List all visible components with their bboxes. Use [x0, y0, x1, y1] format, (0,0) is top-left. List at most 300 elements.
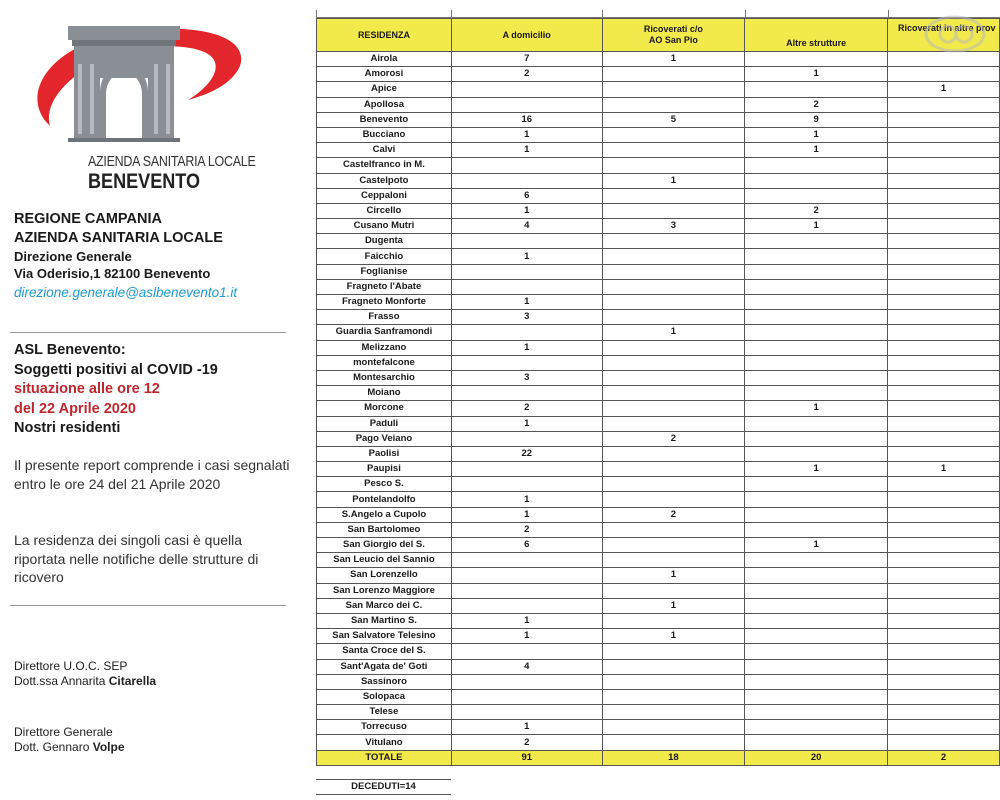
table-row [317, 310, 1000, 325]
cell-altre-strutture: 1 [745, 67, 888, 82]
cell-altre-prov [887, 538, 999, 553]
cell-san-pio [602, 295, 745, 310]
cell-altre-strutture [745, 613, 888, 628]
cell-domicilio [451, 477, 602, 492]
cell-domicilio: 1 [451, 127, 602, 142]
cell-residenza: Fragneto Monforte [317, 295, 452, 310]
cell-domicilio: 2 [451, 522, 602, 537]
cell-san-pio: 1 [602, 568, 745, 583]
cell-san-pio [602, 538, 745, 553]
cell-altre-strutture [745, 431, 888, 446]
cell-altre-prov [887, 203, 999, 218]
cell-residenza: Santa Croce del S. [317, 644, 452, 659]
cell-altre-strutture [745, 477, 888, 492]
cell-domicilio: 1 [451, 295, 602, 310]
email-link[interactable]: direzione.generale@aslbenevento1.it [14, 285, 238, 300]
cell-residenza: San Marco dei C. [317, 598, 452, 613]
cell-san-pio: 2 [602, 431, 745, 446]
cell-altre-prov [887, 158, 999, 173]
cell-domicilio: 1 [451, 340, 602, 355]
table-row [317, 325, 1000, 340]
cell-altre-strutture: 2 [745, 203, 888, 218]
cell-altre-prov [887, 112, 999, 127]
department-name: Direzione Generale [14, 249, 132, 264]
cell-altre-prov [887, 613, 999, 628]
table-row [317, 52, 1000, 67]
cell-altre-strutture [745, 568, 888, 583]
cell-san-pio: 1 [602, 173, 745, 188]
cell-san-pio [602, 492, 745, 507]
cell-domicilio: 1 [451, 416, 602, 431]
signature-dg-role: Direttore Generale [14, 725, 113, 739]
cell-domicilio: 1 [451, 629, 602, 644]
cell-altre-prov [887, 127, 999, 142]
table-row [317, 355, 1000, 370]
cell-residenza: San Leucio del Sannio [317, 553, 452, 568]
cell-residenza: Sant'Agata de' Goti [317, 659, 452, 674]
cell-altre-strutture [745, 370, 888, 385]
cell-residenza: Ceppaloni [317, 188, 452, 203]
cell-residenza: Castelfranco in M. [317, 158, 452, 173]
cell-domicilio: 6 [451, 188, 602, 203]
cell-altre-strutture: 1 [745, 462, 888, 477]
arch-logo-graphic [18, 14, 268, 154]
cell-san-pio: 3 [602, 219, 745, 234]
cell-san-pio [602, 355, 745, 370]
cell-residenza: Solopaca [317, 689, 452, 704]
cell-altre-strutture: 9 [745, 112, 888, 127]
cell-altre-prov [887, 188, 999, 203]
table-row [317, 689, 1000, 704]
cell-altre-prov [887, 401, 999, 416]
cell-san-pio: 1 [602, 325, 745, 340]
table-total-row [317, 750, 1000, 765]
cell-residenza: San Lorenzo Maggiore [317, 583, 452, 598]
note-coverage: Il presente report comprende i casi segnalati entro le ore 24 del 21 Aprile 2020 [14, 457, 290, 492]
table-row [317, 446, 1000, 461]
table-row [317, 219, 1000, 234]
cell-san-pio: 5 [602, 112, 745, 127]
cell-san-pio [602, 249, 745, 264]
cell-domicilio [451, 705, 602, 720]
table-row [317, 583, 1000, 598]
cell-altre-prov [887, 97, 999, 112]
cell-residenza: Apice [317, 82, 452, 97]
signature-sep [14, 659, 156, 689]
cell-residenza: Frasso [317, 310, 452, 325]
cell-altre-prov [887, 295, 999, 310]
cell-san-pio [602, 401, 745, 416]
cell-altre-prov [887, 340, 999, 355]
cell-san-pio [602, 370, 745, 385]
cell-san-pio [602, 477, 745, 492]
cell-altre-strutture: 1 [745, 127, 888, 142]
table-row [317, 67, 1000, 82]
cell-altre-strutture [745, 158, 888, 173]
cell-altre-strutture [745, 629, 888, 644]
cell-residenza: Castelpoto [317, 173, 452, 188]
cell-altre-prov [887, 370, 999, 385]
cell-domicilio: 1 [451, 249, 602, 264]
table-row [317, 127, 1000, 142]
table-row [317, 295, 1000, 310]
cell-san-pio [602, 310, 745, 325]
cell-altre-strutture [745, 173, 888, 188]
table-row [317, 279, 1000, 294]
cell-residenza: Montesarchio [317, 370, 452, 385]
table-row [317, 264, 1000, 279]
cell-altre-prov [887, 553, 999, 568]
cell-altre-strutture [745, 446, 888, 461]
cell-altre-prov [887, 720, 999, 735]
cell-domicilio [451, 583, 602, 598]
cell-altre-prov [887, 143, 999, 158]
cell-san-pio [602, 143, 745, 158]
cell-san-pio [602, 644, 745, 659]
cell-altre-prov [887, 583, 999, 598]
deceduti-count: DECEDUTI=14 [316, 779, 451, 795]
cell-residenza: Moiano [317, 386, 452, 401]
cell-altre-strutture [745, 522, 888, 537]
cell-san-pio [602, 386, 745, 401]
cell-domicilio: 2 [451, 67, 602, 82]
cell-altre-strutture [745, 674, 888, 689]
address: Via Oderisio,1 82100 Benevento [14, 266, 211, 281]
cell-residenza: Benevento [317, 112, 452, 127]
table-row [317, 705, 1000, 720]
cell-san-pio [602, 553, 745, 568]
table-row [317, 112, 1000, 127]
cell-domicilio: 4 [451, 659, 602, 674]
cell-san-pio [602, 82, 745, 97]
table-row [317, 97, 1000, 112]
cell-san-pio [602, 234, 745, 249]
cell-domicilio [451, 158, 602, 173]
total-label: TOTALE [317, 750, 452, 765]
cell-domicilio: 3 [451, 370, 602, 385]
cell-san-pio [602, 689, 745, 704]
region-name: REGIONE CAMPANIA [14, 211, 162, 227]
cell-altre-strutture [745, 295, 888, 310]
table-row [317, 613, 1000, 628]
cell-residenza: Foglianise [317, 264, 452, 279]
report-line-subject: Soggetti positivi al COVID -19 [14, 361, 218, 378]
cell-residenza: Paolisi [317, 446, 452, 461]
table-row [317, 644, 1000, 659]
cell-residenza: Amorosi [317, 67, 452, 82]
cell-domicilio [451, 279, 602, 294]
cell-domicilio [451, 264, 602, 279]
cell-altre-strutture [745, 735, 888, 750]
cell-domicilio [451, 644, 602, 659]
cell-altre-prov [887, 249, 999, 264]
cell-domicilio [451, 97, 602, 112]
cell-altre-prov [887, 67, 999, 82]
cell-residenza: San Martino S. [317, 613, 452, 628]
cell-san-pio [602, 613, 745, 628]
cell-altre-prov [887, 644, 999, 659]
cell-residenza: Telese [317, 705, 452, 720]
table-row [317, 720, 1000, 735]
cell-residenza: San Salvatore Telesino [317, 629, 452, 644]
cell-altre-strutture [745, 598, 888, 613]
cell-residenza: Paupisi [317, 462, 452, 477]
table-header-row [317, 19, 1000, 52]
cell-altre-strutture [745, 644, 888, 659]
agency-name: AZIENDA SANITARIA LOCALE [14, 230, 223, 246]
cell-residenza: Pontelandolfo [317, 492, 452, 507]
cell-residenza: Pesco S. [317, 477, 452, 492]
cell-residenza: Melizzano [317, 340, 452, 355]
cell-residenza: Circello [317, 203, 452, 218]
cell-san-pio [602, 446, 745, 461]
cell-domicilio [451, 234, 602, 249]
cell-san-pio [602, 416, 745, 431]
cell-san-pio [602, 583, 745, 598]
cell-domicilio [451, 355, 602, 370]
header-domicilio: A domicilio [451, 19, 602, 52]
table-row [317, 386, 1000, 401]
table-body [317, 52, 1000, 751]
cell-residenza: Morcone [317, 401, 452, 416]
signature-sep-role: Direttore U.O.C. SEP [14, 659, 128, 673]
cell-residenza: Dugenta [317, 234, 452, 249]
cell-domicilio: 7 [451, 52, 602, 67]
cell-san-pio [602, 264, 745, 279]
cell-altre-strutture: 1 [745, 401, 888, 416]
cell-domicilio [451, 462, 602, 477]
cell-altre-prov [887, 689, 999, 704]
divider-bottom [10, 605, 286, 606]
asl-logo [18, 14, 268, 193]
cell-domicilio [451, 674, 602, 689]
divider-top [10, 332, 286, 333]
table-row [317, 340, 1000, 355]
cell-domicilio: 1 [451, 507, 602, 522]
cell-altre-prov [887, 446, 999, 461]
cell-residenza: S.Angelo a Cupolo [317, 507, 452, 522]
cell-domicilio: 1 [451, 492, 602, 507]
report-title-block [14, 341, 299, 439]
cell-altre-prov [887, 659, 999, 674]
cell-altre-strutture [745, 553, 888, 568]
cell-altre-strutture [745, 416, 888, 431]
table-top-guides [316, 10, 1000, 18]
cell-domicilio: 3 [451, 310, 602, 325]
cell-altre-strutture [745, 507, 888, 522]
table-row [317, 203, 1000, 218]
header-altre-prov: Ricoverati in altre prov [887, 19, 999, 52]
cell-domicilio: 4 [451, 219, 602, 234]
header-san-pio: Ricoverati c/o AO San Pio [602, 19, 745, 52]
note-residence: La residenza dei singoli casi è quella riportata nelle notifiche delle strutture di ricovero [14, 532, 259, 585]
cell-san-pio [602, 705, 745, 720]
report-line-asl: ASL Benevento: [14, 342, 126, 358]
cell-altre-prov [887, 598, 999, 613]
cell-residenza: San Bartolomeo [317, 522, 452, 537]
cell-altre-strutture [745, 705, 888, 720]
cell-san-pio: 2 [602, 507, 745, 522]
cell-domicilio [451, 82, 602, 97]
cell-domicilio: 22 [451, 446, 602, 461]
cell-domicilio [451, 689, 602, 704]
logo-text-city: BENEVENTO [88, 170, 201, 193]
cell-altre-strutture: 1 [745, 143, 888, 158]
logo-text-agency: AZIENDA SANITARIA LOCALE [88, 154, 256, 170]
cell-altre-prov [887, 173, 999, 188]
cell-altre-prov [887, 507, 999, 522]
cell-residenza: Torrecuso [317, 720, 452, 735]
cell-domicilio [451, 173, 602, 188]
cell-domicilio: 1 [451, 203, 602, 218]
cell-altre-prov [887, 522, 999, 537]
cell-san-pio [602, 735, 745, 750]
table-row [317, 598, 1000, 613]
cell-residenza: Calvi [317, 143, 452, 158]
cell-domicilio [451, 386, 602, 401]
report-line-residents: Nostri residenti [14, 420, 121, 436]
cell-altre-strutture [745, 492, 888, 507]
cell-san-pio [602, 279, 745, 294]
cell-domicilio: 1 [451, 720, 602, 735]
signature-sep-name: Dott.ssa Annarita Citarella [14, 674, 157, 688]
cell-altre-strutture: 1 [745, 538, 888, 553]
total-altre-strutture: 20 [745, 750, 888, 765]
header-residenza: RESIDENZA [317, 19, 452, 52]
cell-altre-strutture [745, 279, 888, 294]
cell-san-pio: 1 [602, 52, 745, 67]
table-row [317, 82, 1000, 97]
total-domicilio: 91 [451, 750, 602, 765]
cell-residenza: San Giorgio del S. [317, 538, 452, 553]
table-row [317, 401, 1000, 416]
cell-domicilio [451, 553, 602, 568]
cell-domicilio: 16 [451, 112, 602, 127]
cell-altre-prov [887, 568, 999, 583]
table-row [317, 553, 1000, 568]
cell-san-pio [602, 127, 745, 142]
cell-altre-strutture [745, 340, 888, 355]
cell-altre-strutture [745, 82, 888, 97]
table-row [317, 735, 1000, 750]
cell-altre-prov [887, 386, 999, 401]
cell-domicilio [451, 431, 602, 446]
table-row [317, 462, 1000, 477]
cell-domicilio: 6 [451, 538, 602, 553]
table-row [317, 492, 1000, 507]
cell-residenza: Pago Veiano [317, 431, 452, 446]
cell-altre-strutture [745, 720, 888, 735]
table-row [317, 538, 1000, 553]
cell-altre-strutture [745, 234, 888, 249]
cell-san-pio [602, 340, 745, 355]
cell-altre-prov [887, 705, 999, 720]
cell-altre-prov [887, 355, 999, 370]
cell-san-pio [602, 659, 745, 674]
cell-domicilio: 2 [451, 735, 602, 750]
cell-altre-prov [887, 325, 999, 340]
cell-altre-prov [887, 219, 999, 234]
table-row [317, 158, 1000, 173]
cell-domicilio: 2 [451, 401, 602, 416]
table-row [317, 416, 1000, 431]
cell-san-pio [602, 720, 745, 735]
cell-residenza: montefalcone [317, 355, 452, 370]
table-row [317, 249, 1000, 264]
total-san-pio: 18 [602, 750, 745, 765]
cell-altre-strutture [745, 264, 888, 279]
cell-altre-prov [887, 431, 999, 446]
cell-altre-prov: 1 [887, 462, 999, 477]
cell-altre-strutture [745, 583, 888, 598]
table-row [317, 173, 1000, 188]
cell-domicilio: 1 [451, 613, 602, 628]
cell-domicilio [451, 325, 602, 340]
table-row [317, 568, 1000, 583]
cell-altre-prov [887, 629, 999, 644]
table-row [317, 234, 1000, 249]
cell-san-pio [602, 188, 745, 203]
cell-residenza: Cusano Mutri [317, 219, 452, 234]
cell-altre-prov [887, 492, 999, 507]
cell-san-pio [602, 462, 745, 477]
cell-residenza: Apollosa [317, 97, 452, 112]
cell-altre-strutture: 2 [745, 97, 888, 112]
arch-icon [68, 26, 180, 142]
cell-san-pio: 1 [602, 598, 745, 613]
report-line-time: situazione alle ore 12 [14, 381, 160, 397]
cell-altre-prov [887, 279, 999, 294]
table-row [317, 188, 1000, 203]
cell-altre-strutture [745, 659, 888, 674]
cell-altre-prov: 1 [887, 82, 999, 97]
cell-altre-prov [887, 477, 999, 492]
table-row [317, 431, 1000, 446]
cell-altre-strutture [745, 689, 888, 704]
cell-san-pio [602, 97, 745, 112]
cell-altre-prov [887, 416, 999, 431]
cell-san-pio [602, 67, 745, 82]
cell-residenza: San Lorenzello [317, 568, 452, 583]
signature-dg [14, 725, 125, 755]
cell-domicilio [451, 598, 602, 613]
cell-san-pio [602, 203, 745, 218]
cell-altre-strutture [745, 52, 888, 67]
table-row [317, 507, 1000, 522]
header-altre-strutture: Altre strutture [745, 19, 888, 52]
cell-residenza: Vitulano [317, 735, 452, 750]
cell-domicilio [451, 568, 602, 583]
cell-domicilio: 1 [451, 143, 602, 158]
cell-san-pio [602, 674, 745, 689]
report-line-date: del 22 Aprile 2020 [14, 400, 136, 417]
table-row [317, 674, 1000, 689]
cell-san-pio: 1 [602, 629, 745, 644]
cell-altre-strutture [745, 310, 888, 325]
cell-residenza: Airola [317, 52, 452, 67]
cell-residenza: Paduli [317, 416, 452, 431]
table-row [317, 629, 1000, 644]
table-row [317, 370, 1000, 385]
organization-block [14, 210, 304, 304]
cell-altre-prov [887, 310, 999, 325]
cell-altre-strutture [745, 249, 888, 264]
cell-residenza: Faicchio [317, 249, 452, 264]
cell-san-pio [602, 522, 745, 537]
cell-altre-strutture [745, 188, 888, 203]
cell-altre-prov [887, 674, 999, 689]
table-row [317, 143, 1000, 158]
